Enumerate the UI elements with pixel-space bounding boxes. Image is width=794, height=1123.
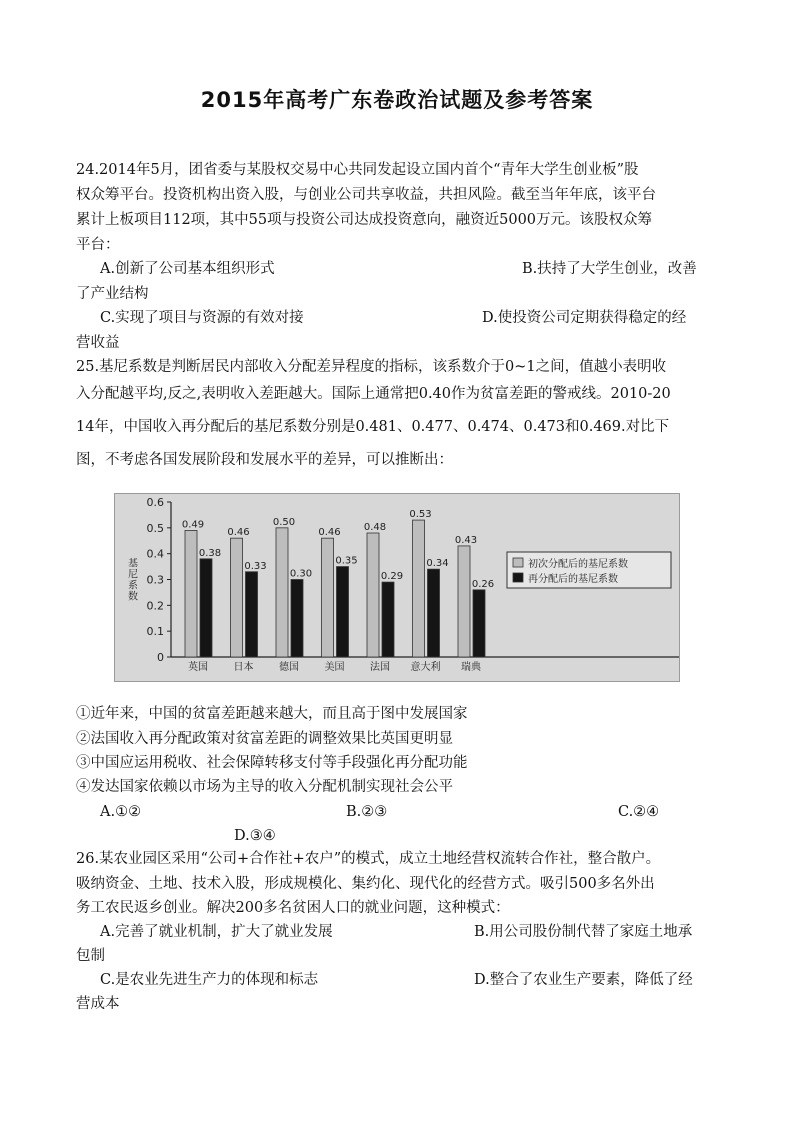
bar-redistributed (291, 580, 303, 658)
q26-option-d: D.整合了农业生产要素，降低了经 (474, 972, 693, 988)
y-tick-label: 0 (157, 651, 164, 664)
legend-swatch (513, 558, 523, 567)
gini-chart-svg (115, 494, 679, 681)
q25-statement-1: ①近年来，中国的贫富差距越来越大，而且高于图中发展国家 (76, 706, 468, 722)
x-tick-label: 意大利 (410, 662, 441, 673)
bar-redistributed (382, 582, 394, 657)
y-tick-label: 0.2 (146, 599, 164, 613)
q24-option-a: A.创新了公司基本组织形式 (100, 261, 275, 277)
bar-primary (185, 530, 197, 657)
legend-swatch (513, 573, 523, 582)
q26-stem-line-2: 吸纳资金、土地、技术入股，形成规模化、集约化、现代化的经营方式。吸引500多名外出 (76, 876, 655, 892)
q25-option-c: C.②④ (618, 804, 660, 820)
q24-option-b-cont: 了产业结构 (76, 286, 149, 302)
bar-primary (322, 538, 334, 657)
q26-option-b: B.用公司股份制代替了家庭土地承 (474, 924, 693, 940)
q24-stem-line-3: 累计上板项目112项，其中55项与投资公司达成投资意向，融资近5000万元。该股权众筹 (76, 212, 653, 228)
q26-stem-line-1: 26.某农业园区采用“公司+合作社+农户”的模式，成立土地经营权流转合作社，整合散户。 (76, 851, 661, 867)
q26-option-a: A.完善了就业机制，扩大了就业发展 (100, 924, 333, 940)
y-tick-label: 0.3 (146, 573, 164, 587)
x-tick-label: 德国 (279, 662, 299, 673)
bar-value-label: 0.43 (454, 534, 478, 546)
bar-value-label: 0.50 (272, 516, 296, 528)
q25-option-d: D.③④ (234, 828, 276, 844)
x-tick-label: 法国 (370, 662, 390, 673)
y-tick-label: 0.6 (146, 496, 164, 509)
bar-value-label: 0.46 (318, 527, 341, 539)
q25-stem-line-3: 14年，中国收入再分配后的基尼系数分别是0.481、0.477、0.474、0.473和0.469.对比下 (76, 419, 670, 435)
q24-stem-line-4: 平台： (76, 237, 120, 253)
q25-option-b: B.②③ (346, 804, 388, 820)
q25-option-a: A.①② (100, 804, 142, 820)
bar-redistributed (473, 590, 485, 657)
bar-primary (458, 546, 470, 657)
legend-label: 初次分配后的基尼系数 (528, 559, 628, 570)
bar-value-label: 0.53 (409, 509, 432, 521)
bar-value-label: 0.46 (227, 527, 250, 539)
q24-stem-line-1: 24.2014年5月，团省委与某股权交易中心共同发起设立国内首个“青年大学生创业板”股 (76, 162, 639, 178)
x-tick-label: 英国 (188, 662, 208, 673)
bar-primary (231, 538, 243, 657)
q26-option-b-cont: 包制 (76, 948, 105, 964)
q26-option-d-cont: 营成本 (76, 996, 120, 1012)
bar-redistributed (200, 559, 212, 657)
bar-value-label: 0.26 (471, 578, 495, 590)
q25-statement-3: ③中国应运用税收、社会保障转移支付等手段强化再分配功能 (76, 755, 468, 771)
q25-stem-line-4: 图，不考虑各国发展阶段和发展水平的差异，可以推断出： (76, 452, 453, 468)
bar-value-label: 0.35 (335, 555, 358, 567)
q26-option-c: C.是农业先进生产力的体现和标志 (100, 972, 319, 988)
bar-value-label: 0.34 (426, 558, 449, 570)
x-tick-label: 日本 (233, 662, 254, 673)
bar-primary (367, 533, 379, 657)
q24-option-d: D.使投资公司定期获得稳定的经 (482, 310, 687, 326)
q25-stem-line-1: 25.基尼系数是判断居民内部收入分配差异程度的指标，该系数介于0~1之间，值越小表明收 (76, 359, 667, 375)
gini-bar-chart (114, 493, 680, 682)
bar-primary (276, 528, 288, 657)
bar-value-label: 0.29 (380, 571, 404, 583)
x-tick-label: 瑞典 (461, 662, 481, 673)
bar-redistributed (246, 572, 258, 657)
bar-value-label: 0.30 (289, 568, 313, 580)
q25-stem-line-2: 入分配越平均,反之,表明收入差距越大。国际上通常把0.40作为贫富差距的警戒线。2010-20 (76, 386, 671, 402)
q26-stem-line-3: 务工农民返乡创业。解决200多名贫困人口的就业问题，这种模式： (76, 900, 510, 916)
bar-value-label: 0.49 (181, 519, 205, 531)
q24-option-b: B.扶持了大学生创业，改善 (522, 261, 697, 277)
document-title: 2015年高考广东卷政治试题及参考答案 (200, 88, 594, 112)
q25-statement-4: ④发达国家依赖以市场为主导的收入分配机制实现社会公平 (76, 779, 453, 795)
q25-statement-2: ②法国收入再分配政策对贫富差距的调整效果比英国更明显 (76, 731, 453, 747)
bar-redistributed (428, 569, 440, 657)
bar-value-label: 0.38 (198, 547, 222, 559)
x-tick-label: 美国 (324, 662, 345, 673)
y-tick-label: 0.4 (146, 547, 164, 561)
q24-option-c: C.实现了项目与资源的有效对接 (100, 310, 304, 326)
y-axis-label: 基尼系数 (125, 557, 137, 602)
bar-primary (413, 520, 425, 657)
bar-redistributed (337, 567, 349, 657)
q24-stem-line-2: 权众筹平台。投资机构出资入股，与创业公司共享收益，共担风险。截至当年年底，该平台 (76, 187, 656, 203)
bar-value-label: 0.48 (363, 522, 387, 533)
y-tick-label: 0.5 (146, 521, 164, 535)
q24-option-d-cont: 营收益 (76, 335, 120, 351)
bar-value-label: 0.33 (244, 560, 267, 572)
legend-label: 再分配后的基尼系数 (528, 574, 618, 585)
y-tick-label: 0.1 (146, 625, 164, 639)
